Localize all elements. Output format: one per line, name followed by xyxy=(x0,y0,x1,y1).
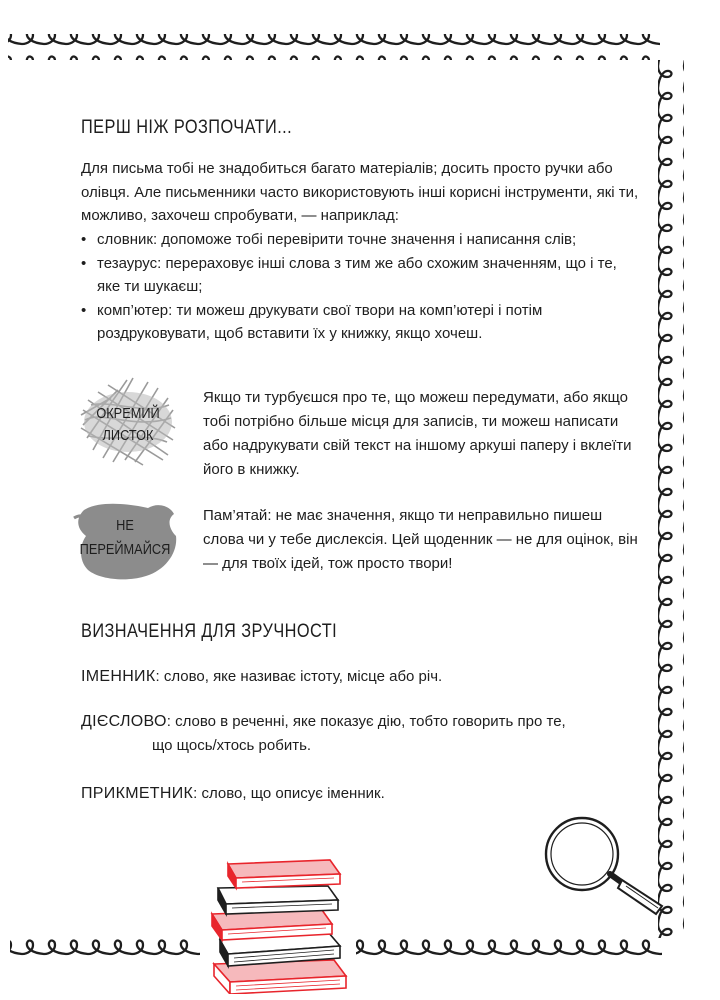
badge-label-line1: НЕ xyxy=(116,518,134,534)
intro-paragraph: Для письма тобі не знадобиться багато матеріалів; досить просто ручки або олівця. Але письменники часто використовують інші корисні інструменти, які ти, можливо, захочеш спробувати, — наприклад: xyxy=(81,160,639,224)
term-separator: : xyxy=(166,713,171,730)
list-item: • словник: допоможе тобі перевірити точне значення і написання слів; xyxy=(81,228,641,252)
bottom-right-loop-border xyxy=(356,932,662,958)
section-title-definitions: ВИЗНАЧЕННЯ ДЛЯ ЗРУЧНОСТІ xyxy=(81,621,338,642)
section-title-before-start: ПЕРШ НІЖ РОЗПОЧАТИ... xyxy=(81,117,293,138)
definition-text: слово, що описує іменник. xyxy=(197,785,385,802)
definition-noun xyxy=(81,664,442,690)
badge-label-line2: ПЕРЕЙМАЙСЯ xyxy=(79,542,171,558)
list-item: • тезаурус: перераховує інші слова з тим же або схожим значенням, що і те, яке ти шукаєш; xyxy=(81,252,641,299)
dont-worry-text: Пам’ятай: не має значення, якщо ти неправильно пишеш слова чи у тебе дислексія. Цей щоденник — не для оцінок, він — для твоїх ідей, тож просто твори! xyxy=(203,507,638,572)
separate-sheet-text: Якщо ти турбуєшся про те, що можеш передумати, або якщо тобі потрібно більше місця для записів, ти можеш написати або надрукувати свій текст на іншому аркуші паперу і вклеїти його в книжку. xyxy=(203,389,632,478)
definition-verb xyxy=(81,709,566,735)
term-noun: ІМЕННИК xyxy=(81,668,156,685)
dont-worry-badge xyxy=(70,496,180,584)
tools-list xyxy=(81,228,641,346)
book-stack-icon xyxy=(200,852,360,994)
definition-text: слово, яке називає істоту, місце або річ. xyxy=(159,668,443,685)
term-adjective: ПРИКМЕТНИК xyxy=(81,785,194,802)
magnifying-glass-icon xyxy=(540,812,675,917)
term-verb: ДІЄСЛОВО xyxy=(81,713,167,730)
term-separator: : xyxy=(155,668,160,685)
top-loop-border xyxy=(8,34,660,60)
badge-label-line2: ЛИСТОК xyxy=(102,428,154,444)
separate-sheet-badge xyxy=(73,370,183,470)
definition-adjective xyxy=(81,781,385,807)
definition-verb-continued: що щось/хтось робить. xyxy=(152,737,312,754)
bottom-left-loop-border xyxy=(10,934,200,960)
definition-text: слово в реченні, яке показує дію, тобто говорить про те, xyxy=(170,713,566,730)
right-loop-border xyxy=(658,60,684,938)
list-item: • комп’ютер: ти можеш друкувати свої твори на комп’ютері і потім роздруковувати, щоб вставити їх у книжку, якщо хочеш. xyxy=(81,299,641,346)
term-separator: : xyxy=(193,785,198,802)
badge-label-line1: ОКРЕМИЙ xyxy=(96,406,160,422)
